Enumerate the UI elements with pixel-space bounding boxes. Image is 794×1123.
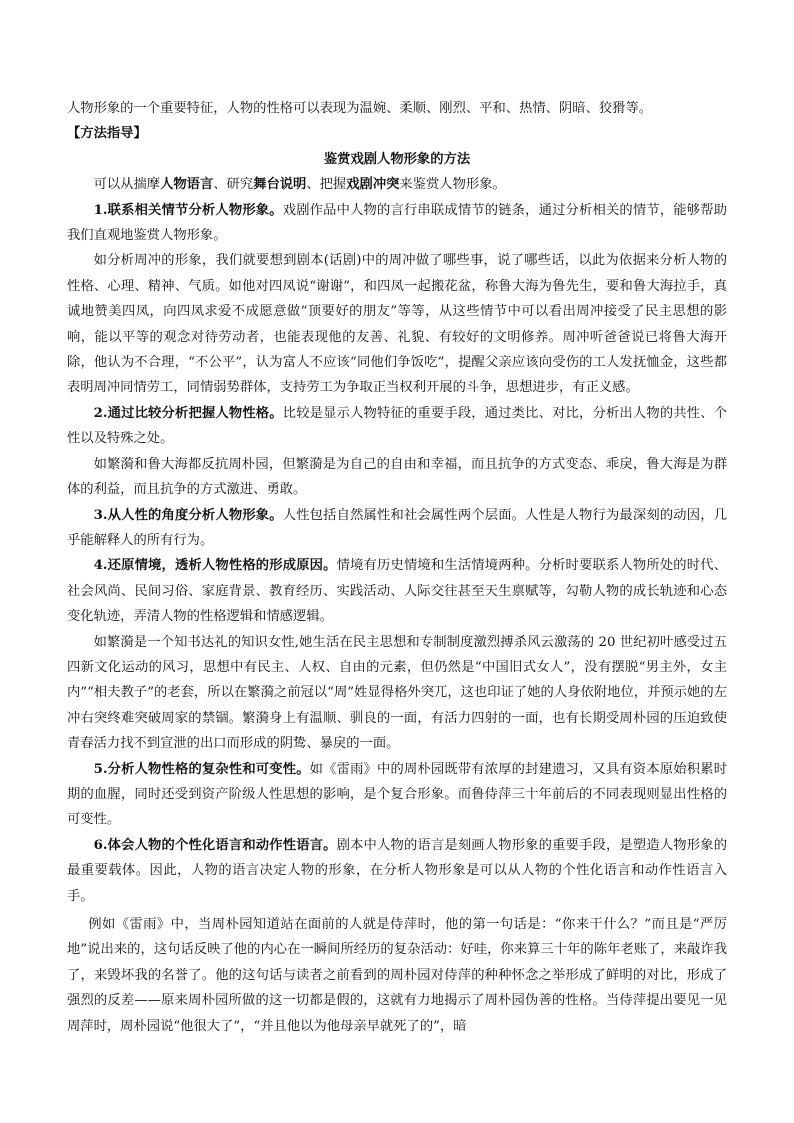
lead-keyword-language: 人物语言 — [160, 177, 214, 193]
intro-tail-paragraph: 人物形象的一个重要特征，人物的性格可以表现为温婉、柔顺、刚烈、平和、热情、阴暗、狡猾等。 — [67, 101, 653, 116]
section-title: 鉴赏戏剧人物形象的方法 — [323, 151, 471, 167]
item-6-heading: 6.体会人物的个性化语言和动作性语言。 — [93, 837, 337, 853]
method-heading: 【方法指导】 — [67, 126, 147, 142]
item-6-body: 剧本中人物的语言是刻画人物形象的重要手段，是塑造人物形象的最重要载体。因此，人物的语言决定人物的形象，在分析人物形象是可以从人物的个性化语言和动作性语言入手。 — [67, 837, 728, 904]
item-3-heading: 3.从人性的角度分析人物形象。 — [93, 507, 283, 523]
item-2-paragraph — [67, 401, 727, 452]
item-3-paragraph — [67, 503, 727, 554]
document-page — [67, 96, 727, 1039]
item-4-paragraph — [67, 553, 727, 629]
item-1-example: 如分析周冲的形象，我们就要想到剧本(话剧)中的周冲做了哪些事，说了哪些话，以此为依据来分析人物的性格、心理、精神、气质。如他对四凤说“谢谢”，和四凤一起搬花盆，称鲁大海为鲁先生，要和鲁大海拉手，真诚地赞美四凤，向四凤求爱不成愿意做“顶要好的朋友”等等，从这些情节中可以看出周冲接受了民主思想的影响，能以平等的观念对待劳动者，也能表现他的友善、礼貌、有较好的文明修养。周冲听爸爸说已将鲁大海开除，他认为不合理，“不公平”，认为富人不应该“同他们争饭吃”，提醒父亲应该向受伤的工人发抚恤金，这些都表明周冲同情劳工，同情弱势群体，支持劳工为争取正当权利开展的斗争，思想进步，有正义感。 — [67, 253, 727, 396]
item-4-example: 如繁漪是一个知书达礼的知识女性,她生活在民主思想和专制制度激烈搏杀风云激荡的 20 世纪初叶感受过五四新文化运动的风习，思想中有民主、人权、自由的元素，但仍然是“中国旧式女人”，没有摆脱“男主外，女主内”“相夫教子”的老套，所以在繁漪之前冠以“周”姓显得格外突兀，这也印证了她的人身依附地位，并预示她的左冲右突终难突破周家的禁锢。繁漪身上有温顺、驯良的一面，有活力四射的一面，也有长期受周朴园的压迫致使青春活力找不到宣泄的出口而形成的阴鸷、暴戾的一面。 — [67, 634, 727, 752]
lead-text-c: 、研究 — [213, 177, 254, 193]
lead-paragraph — [67, 172, 727, 197]
lead-text-a: 可以从揣摩 — [93, 177, 161, 193]
item-6-example: 例如《雷雨》中，当周朴园知道站在面前的人就是侍萍时，他的第一句话是：“你来干什么？”而且是“严厉地”说出来的，这句话反映了他的内心在一瞬间所经历的复杂活动：好哇，你来算三十年的陈年老账了，来敲诈我了，来毁坏我的名誉了。他的这句话与读者之前看到的周朴园对侍萍的种种怀念之举形成了鲜明的对比，形成了强烈的反差——原来周朴园所做的这一切都是假的，这就有力地揭示了周朴园伪善的性格。当侍萍提出要见一见周萍时，周朴园说“他很大了”，“并且他以为他母亲早就死了的”，暗 — [67, 917, 727, 1034]
item-4-heading: 4.还原情境，透析人物性格的形成原因。 — [93, 558, 337, 574]
item-5-heading: 5.分析人物性格的复杂性和可变性。 — [93, 761, 310, 777]
item-5-paragraph — [67, 757, 727, 833]
item-5-body: 如《雷雨》中的周朴园既带有浓厚的封建遗习，又具有资本原始积累时期的血腥，同时还受到资产阶级人性思想的影响，是个复合形象。而鲁侍萍三十年前后的不同表现则显出性格的可变性。 — [67, 761, 727, 828]
item-1-heading: 1.联系相关情节分析人物形象。 — [93, 202, 283, 218]
lead-text-e: 来鉴赏人物形象。 — [399, 177, 506, 193]
item-1-paragraph — [67, 198, 727, 249]
item-3-body: 人性包括自然属性和社会属性两个层面。人性是人物行为最深刻的动因，几乎能解释人的所有行为。 — [67, 507, 727, 548]
item-4-body: 情境有历史情境和生活情境两种。分析时要联系人物所处的时代、社会风尚、民间习俗、家庭背景、教育经历、实践活动、人际交往甚至天生禀赋等，勾勒人物的成长轨迹和心态变化轨迹，弄清人物的性格逻辑和情感逻辑。 — [67, 558, 728, 625]
item-1-body: 戏剧作品中人物的言行串联成情节的链条，通过分析相关的情节，能够帮助我们直观地鉴赏人物形象。 — [67, 202, 727, 244]
item-2-body: 比较是显示人物特征的重要手段，通过类比、对比，分析出人物的共性、个性以及特殊之处。 — [67, 405, 727, 447]
item-6-paragraph — [67, 833, 727, 909]
item-2-heading: 2.通过比较分析把握人物性格。 — [93, 405, 283, 421]
lead-text-d: 、把握 — [306, 177, 347, 193]
lead-keyword-stage: 舞台说明 — [253, 177, 307, 193]
lead-keyword-conflict: 戏剧冲突 — [346, 177, 400, 193]
item-2-example: 如繁漪和鲁大海都反抗周朴园，但繁漪是为自己的自由和幸福，而且抗争的方式变态、乖戾，鲁大海是为群体的利益，而且抗争的方式激进、勇敢。 — [67, 456, 727, 498]
